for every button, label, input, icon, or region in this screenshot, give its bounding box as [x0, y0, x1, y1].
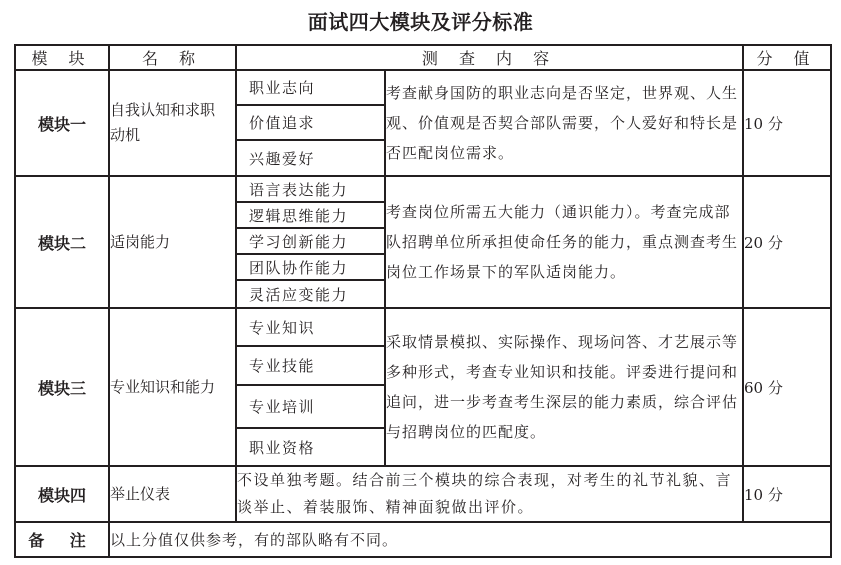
- remark-label: 备 注: [15, 522, 109, 557]
- header-content: 测 查 内 容: [236, 45, 743, 70]
- sub-items: [236, 70, 385, 176]
- sub-item: 团队协作能力: [237, 255, 384, 281]
- table-row: [15, 308, 831, 466]
- sub-item: 学习创新能力: [237, 229, 384, 255]
- header-module: 模 块: [15, 45, 109, 70]
- sub-item: 语言表达能力: [237, 177, 384, 203]
- sub-items: [236, 176, 385, 308]
- module-name: 专业知识和能力: [109, 308, 236, 466]
- table-row: [15, 70, 831, 176]
- module-score: 60 分: [743, 308, 831, 466]
- module-name: 自我认知和求职动机: [109, 70, 236, 176]
- module-score: 10 分: [743, 466, 831, 522]
- sub-item: 专业培训: [237, 386, 384, 429]
- remark-row: [15, 522, 831, 557]
- header-name: 名 称: [109, 45, 236, 70]
- module-label: 模块四: [15, 466, 109, 522]
- module-label: 模块一: [15, 70, 109, 176]
- module-score: 10 分: [743, 70, 831, 176]
- module-name: 举止仪表: [109, 466, 236, 522]
- header-row: [15, 45, 831, 70]
- sub-item: 职业资格: [249, 438, 316, 457]
- table-row: [15, 466, 831, 522]
- module-description: 采取情景模拟、实际操作、现场问答、才艺展示等多种形式，考查专业知识和技能。评委进行提问和追问，进一步考查考生深层的能力素质，综合评估与招聘岗位的匹配度。: [385, 308, 743, 466]
- remark-text: 以上分值仅供参考，有的部队略有不同。: [109, 522, 831, 557]
- table-row: [15, 176, 831, 308]
- module-description: 不设单独考题。结合前三个模块的综合表现，对考生的礼节礼貌、言谈举止、着装服饰、精神面貌做出评价。: [236, 466, 743, 522]
- module-label: 模块二: [15, 176, 109, 308]
- sub-item: 逻辑思维能力: [237, 203, 384, 229]
- table-title: 面试四大模块及评分标准: [307, 10, 534, 34]
- sub-item: 价值追求: [237, 106, 384, 141]
- module-description: 考查岗位所需五大能力（通识能力）。考查完成部队招聘单位所承担使命任务的能力，重点测查考生岗位工作场景下的军队适岗能力。: [385, 176, 743, 308]
- scoring-table: [14, 44, 832, 558]
- sub-item: 职业志向: [237, 71, 384, 106]
- module-label: 模块三: [15, 308, 109, 466]
- header-score: 分 值: [743, 45, 831, 70]
- sub-item: 兴趣爱好: [249, 149, 316, 168]
- sub-item: 专业技能: [237, 347, 384, 386]
- sub-item: 灵活应变能力: [249, 285, 349, 304]
- module-description: 考查献身国防的职业志向是否坚定，世界观、人生观、价值观是否契合部队需要，个人爱好和特长是否匹配岗位需求。: [385, 70, 743, 176]
- sub-item: 专业知识: [237, 309, 384, 347]
- module-name: 适岗能力: [109, 176, 236, 308]
- module-score: 20 分: [743, 176, 831, 308]
- sub-items: [236, 308, 385, 466]
